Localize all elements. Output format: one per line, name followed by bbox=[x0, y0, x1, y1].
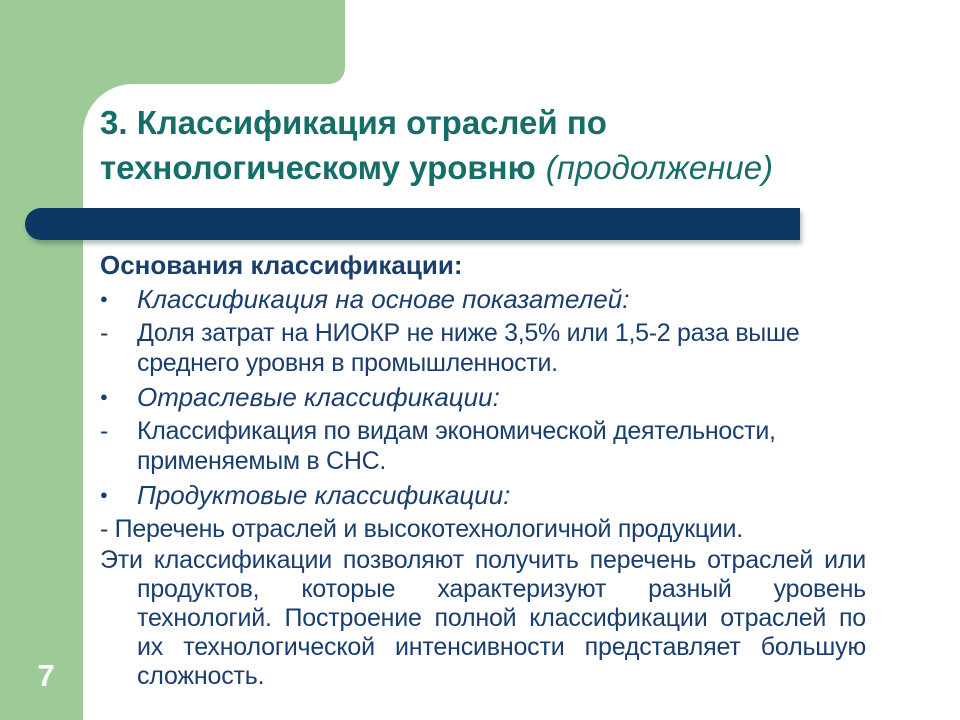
green-left-column bbox=[0, 0, 83, 720]
page-number: 7 bbox=[37, 658, 55, 693]
page-title-continuation: (продолжение) bbox=[545, 149, 774, 186]
list-item bbox=[100, 382, 866, 412]
page-title-main: 3. Классификация отраслей по технологическому уровню bbox=[100, 104, 607, 186]
page-title bbox=[100, 100, 890, 190]
list-item: - Перечень отраслей и высокотехнологичной продукции. bbox=[100, 515, 743, 543]
list-item bbox=[100, 318, 866, 378]
list-item-text: Продуктовые классификации: bbox=[137, 480, 511, 510]
dash-marker: - bbox=[100, 417, 109, 445]
list-item bbox=[100, 284, 866, 314]
bullet-icon: ● bbox=[100, 487, 108, 502]
list-item bbox=[100, 416, 866, 476]
body-paragraph: Эти классификации позволяют получить перечень отраслей или продуктов, которые характеризуют разный уровень технологий. Построение полной классификации отраслей по их технологической интенсивности представляет большую сложность. bbox=[100, 546, 866, 690]
list-item-text: Классификация по видам экономической деятельности, применяемым в СНС. bbox=[137, 417, 776, 475]
list-item bbox=[100, 480, 866, 510]
list-item-text: Доля затрат на НИОКР не ниже 3,5% или 1,5-2 раза выше среднего уровня в промышленности. bbox=[137, 319, 800, 377]
list-item-text: Классификация на основе показателей: bbox=[137, 284, 630, 314]
bullet-icon: ● bbox=[100, 291, 108, 306]
body-heading: Основания классификации: bbox=[100, 250, 463, 280]
bullet-icon: ● bbox=[100, 389, 108, 404]
slide-body bbox=[100, 250, 866, 691]
divider-bar bbox=[25, 208, 800, 240]
list-item-text: Отраслевые классификации: bbox=[137, 382, 500, 412]
dash-marker: - bbox=[100, 319, 109, 347]
